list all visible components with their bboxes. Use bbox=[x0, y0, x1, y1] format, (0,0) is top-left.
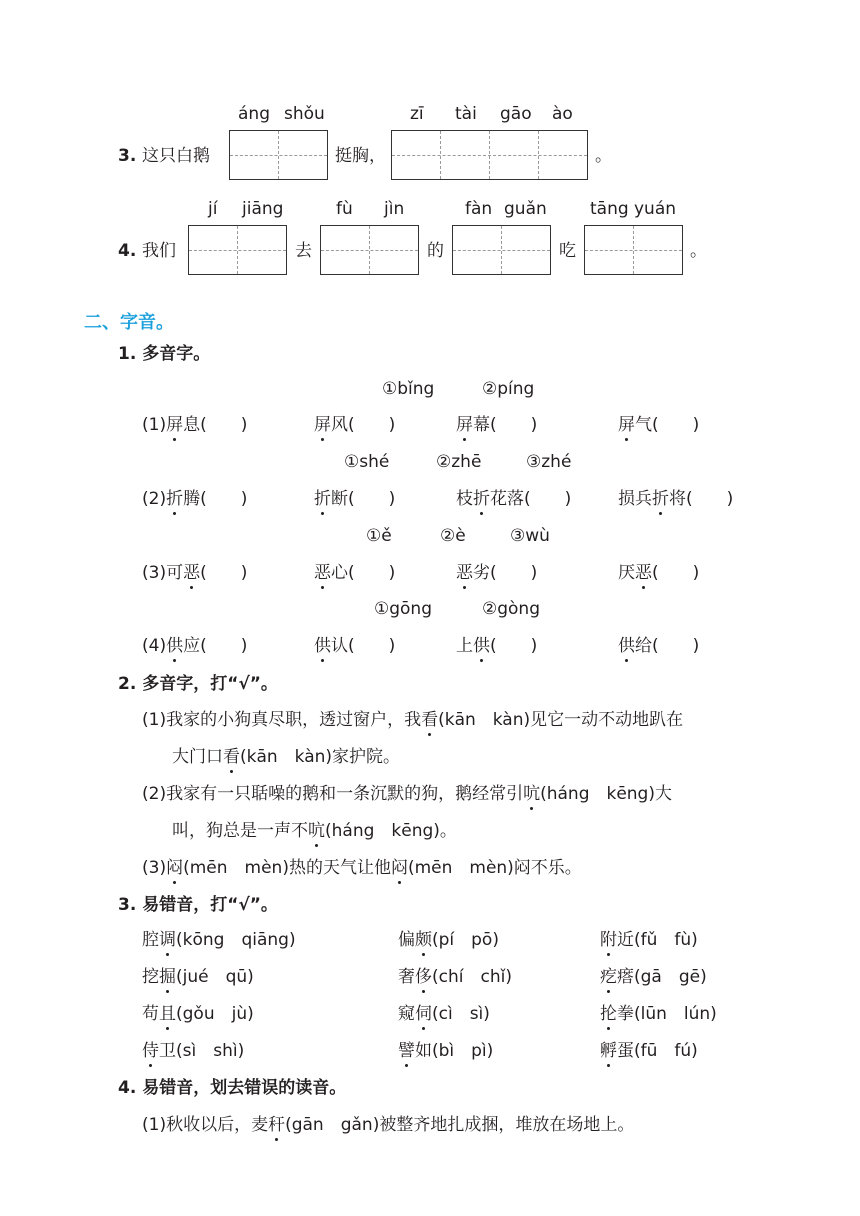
pinyin: guǎn bbox=[504, 199, 547, 219]
sentence-text: 吃 bbox=[559, 241, 576, 261]
word-item: 屏气( ) bbox=[618, 415, 700, 435]
question-number: 3. bbox=[118, 146, 137, 166]
pronunciation-item[interactable]: 苟且(gǒu jù) bbox=[142, 1004, 254, 1024]
option: ②è bbox=[440, 526, 466, 546]
pinyin: jí bbox=[208, 199, 218, 219]
pinyin: zī bbox=[410, 104, 424, 124]
word-item: (3)可恶( ) bbox=[142, 563, 248, 583]
option: ②gòng bbox=[482, 599, 540, 619]
word-item: 供给( ) bbox=[618, 636, 700, 656]
pinyin: fù bbox=[336, 199, 353, 219]
sentence: (1)秋收以后，麦秆(gān gǎn)被整齐地扎成捆，堆放在场地上。 bbox=[142, 1115, 635, 1135]
word-item: (2)折腾( ) bbox=[142, 489, 248, 509]
sentence: (3)闷(mēn mèn)热的天气让他闷(mēn mèn)闷不乐。 bbox=[142, 858, 582, 878]
pronunciation-item[interactable]: 附近(fǔ fù) bbox=[600, 930, 698, 950]
pinyin: ào bbox=[552, 104, 573, 124]
question-number: 4. bbox=[118, 241, 137, 261]
word-item: 供认( ) bbox=[314, 636, 396, 656]
sentence: (2)我家有一只聒噪的鹅和一条沉默的狗，鹅经常引吭(háng kēng)大 bbox=[142, 784, 672, 804]
word-item: 恶劣( ) bbox=[456, 563, 538, 583]
word-item: (4)供应( ) bbox=[142, 636, 248, 656]
part-title: 2. 多音字，打“√”。 bbox=[118, 674, 278, 694]
pronunciation-item[interactable]: 譬如(bì pì) bbox=[398, 1041, 494, 1061]
pinyin: shǒu bbox=[284, 104, 325, 124]
pronunciation-item[interactable]: 挖掘(jué qū) bbox=[142, 967, 254, 987]
option: ③zhé bbox=[526, 452, 572, 472]
pronunciation-item[interactable]: 疙瘩(gā gē) bbox=[600, 967, 707, 987]
pinyin: yuán bbox=[634, 199, 677, 219]
sentence-text: 的 bbox=[427, 241, 444, 261]
word-item: 损兵折将( ) bbox=[618, 489, 734, 509]
pinyin: tāng bbox=[590, 199, 629, 219]
sentence: 叫，狗总是一声不吭(háng kēng)。 bbox=[172, 821, 457, 841]
pinyin: jiāng bbox=[242, 199, 284, 219]
pinyin: jìn bbox=[384, 199, 405, 219]
pronunciation-item[interactable]: 侍卫(sì shì) bbox=[142, 1041, 245, 1061]
pinyin: gāo bbox=[500, 104, 532, 124]
sentence-text: 挺胸， bbox=[335, 146, 386, 166]
writing-grid[interactable] bbox=[391, 130, 588, 180]
word-item: 折断( ) bbox=[314, 489, 396, 509]
pronunciation-item[interactable]: 腔调(kōng qiāng) bbox=[142, 930, 296, 950]
pronunciation-item[interactable]: 孵蛋(fū fú) bbox=[600, 1041, 698, 1061]
sentence: 大门口看(kān kàn)家护院。 bbox=[172, 747, 401, 767]
sentence-text: 这只白鹅 bbox=[142, 146, 210, 166]
writing-grid[interactable] bbox=[229, 130, 328, 180]
writing-grid[interactable] bbox=[320, 225, 419, 275]
writing-grid[interactable] bbox=[188, 225, 287, 275]
word-item: 枝折花落( ) bbox=[456, 489, 572, 509]
pinyin: fàn bbox=[465, 199, 493, 219]
sentence: (1)我家的小狗真尽职，透过窗户，我看(kān kàn)见它一动不动地趴在 bbox=[142, 710, 684, 730]
part-title: 3. 易错音，打“√”。 bbox=[118, 895, 278, 915]
sentence-text: 我们 bbox=[142, 241, 176, 261]
option: ③wù bbox=[510, 526, 550, 546]
word-item: 上供( ) bbox=[456, 636, 538, 656]
word-item: 屏风( ) bbox=[314, 415, 396, 435]
pinyin: tài bbox=[455, 104, 477, 124]
option: ①bǐng bbox=[382, 379, 435, 399]
option: ①ě bbox=[366, 526, 392, 546]
part-title: 4. 易错音，划去错误的读音。 bbox=[118, 1078, 347, 1098]
sentence-text: 去 bbox=[295, 241, 312, 261]
option: ①shé bbox=[344, 452, 390, 472]
word-item: 屏幕( ) bbox=[456, 415, 538, 435]
option: ①gōng bbox=[374, 599, 432, 619]
option: ②zhē bbox=[436, 452, 482, 472]
pronunciation-item[interactable]: 抡拳(lūn lún) bbox=[600, 1004, 717, 1024]
pinyin: áng bbox=[238, 104, 270, 124]
option: ②píng bbox=[482, 379, 535, 399]
word-item: 厌恶( ) bbox=[618, 563, 700, 583]
sentence-end: 。 bbox=[690, 241, 707, 261]
sentence-end: 。 bbox=[595, 146, 612, 166]
pronunciation-item[interactable]: 窥伺(cì sì) bbox=[398, 1004, 490, 1024]
word-item: (1)屏息( ) bbox=[142, 415, 248, 435]
section-title: 二、字音。 bbox=[84, 312, 174, 333]
pronunciation-item[interactable]: 偏颇(pí pō) bbox=[398, 930, 499, 950]
word-item: 恶心( ) bbox=[314, 563, 396, 583]
part-title: 1. 多音字。 bbox=[118, 344, 211, 364]
writing-grid[interactable] bbox=[452, 225, 551, 275]
pronunciation-item[interactable]: 奢侈(chí chǐ) bbox=[398, 967, 512, 987]
writing-grid[interactable] bbox=[584, 225, 683, 275]
